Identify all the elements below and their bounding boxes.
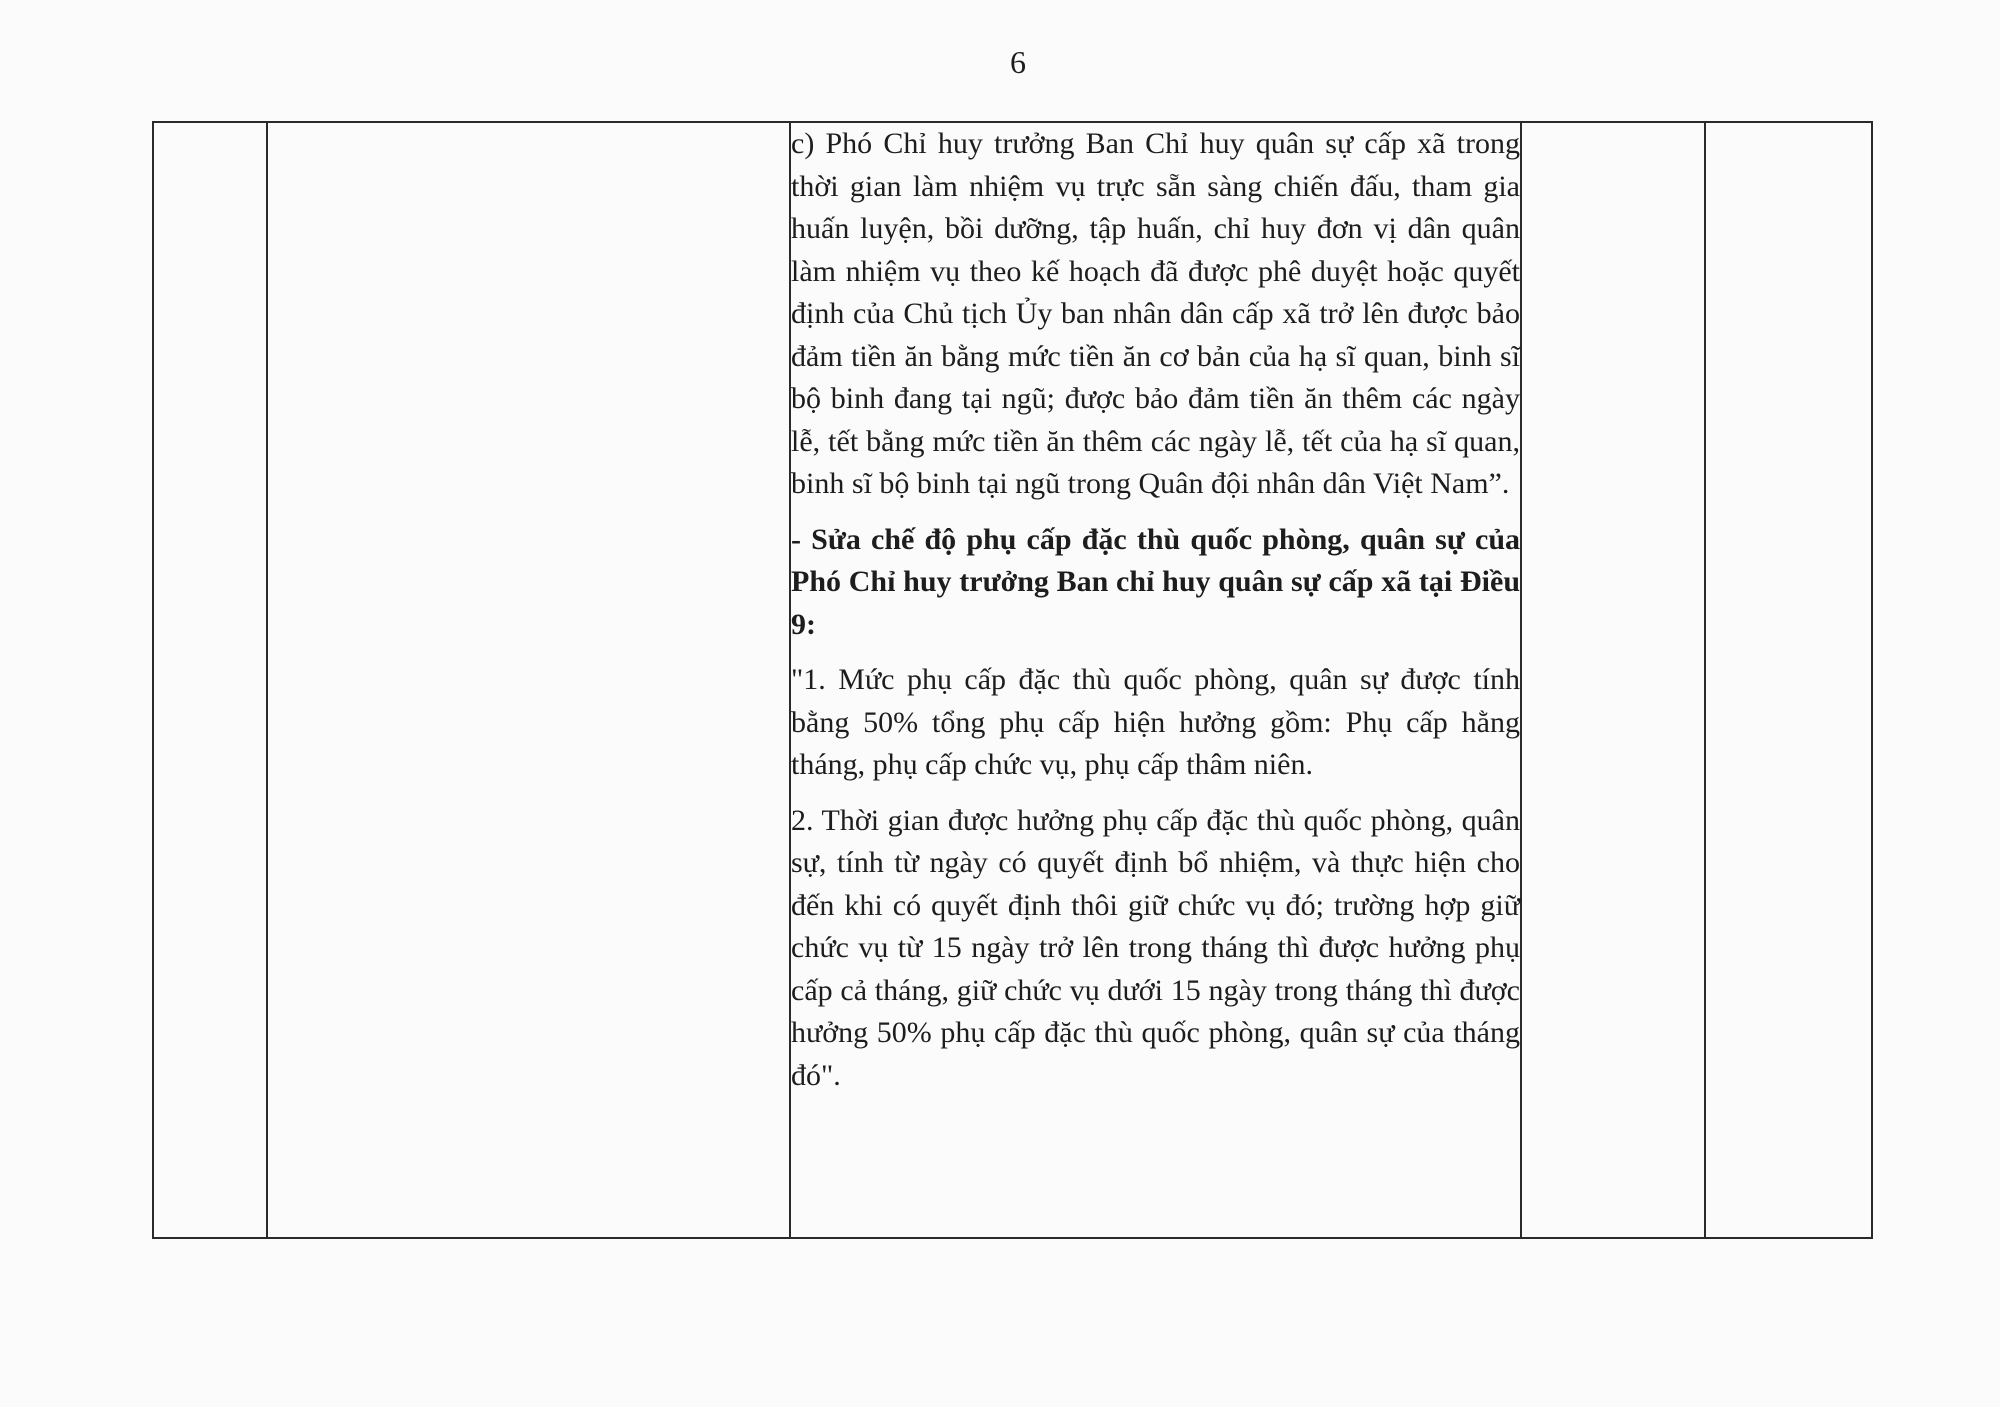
paragraph-1: "1. Mức phụ cấp đặc thù quốc phòng, quân sự được tính bằng 50% tổng phụ cấp hiện hưởng gồm: Phụ cấp hằng tháng, phụ cấp chức vụ, phụ cấp thâm niên. [791, 663, 1520, 781]
table-cell-empty-4 [1521, 122, 1705, 1238]
table-cell-empty-1 [153, 122, 267, 1238]
table-cell-content [790, 122, 1521, 1238]
table-row [153, 122, 1872, 1238]
table-cell-empty-2 [267, 122, 790, 1238]
page-number: 6 [1010, 44, 1026, 80]
document-table [152, 121, 1873, 1239]
paragraph-amendment-heading: - Sửa chế độ phụ cấp đặc thù quốc phòng, quân sự của Phó Chỉ huy trưởng Ban chỉ huy quân sự cấp xã tại Điều 9: [791, 522, 1520, 641]
paragraph-2: 2. Thời gian được hưởng phụ cấp đặc thù quốc phòng, quân sự, tính từ ngày có quyết định bổ nhiệm, và thực hiện cho đến khi có quyết định thôi giữ chức vụ đó; trường hợp giữ chức vụ từ 15 ngày trở lên trong tháng thì được hưởng phụ cấp cả tháng, giữ chức vụ dưới 15 ngày trong tháng thì được hưởng 50% phụ cấp đặc thù quốc phòng, quân sự của tháng đó". [791, 803, 1520, 1092]
paragraph-c: c) Phó Chỉ huy trưởng Ban Chỉ huy quân sự cấp xã trong thời gian làm nhiệm vụ trực sẵn sàng chiến đấu, tham gia huấn luyện, bồi dưỡng, tập huấn, chỉ huy đơn vị dân quân làm nhiệm vụ theo kế hoạch đã được phê duyệt hoặc quyết định của Chủ tịch Ủy ban nhân dân cấp xã trở lên được bảo đảm tiền ăn bằng mức tiền ăn cơ bản của hạ sĩ quan, binh sĩ bộ binh đang tại ngũ; được bảo đảm tiền ăn thêm các ngày lễ, tết bằng mức tiền ăn thêm các ngày lễ, tết của hạ sĩ quan, binh sĩ bộ binh tại ngũ trong Quân đội nhân dân Việt Nam”. [791, 127, 1520, 500]
table-cell-empty-5 [1705, 122, 1872, 1238]
